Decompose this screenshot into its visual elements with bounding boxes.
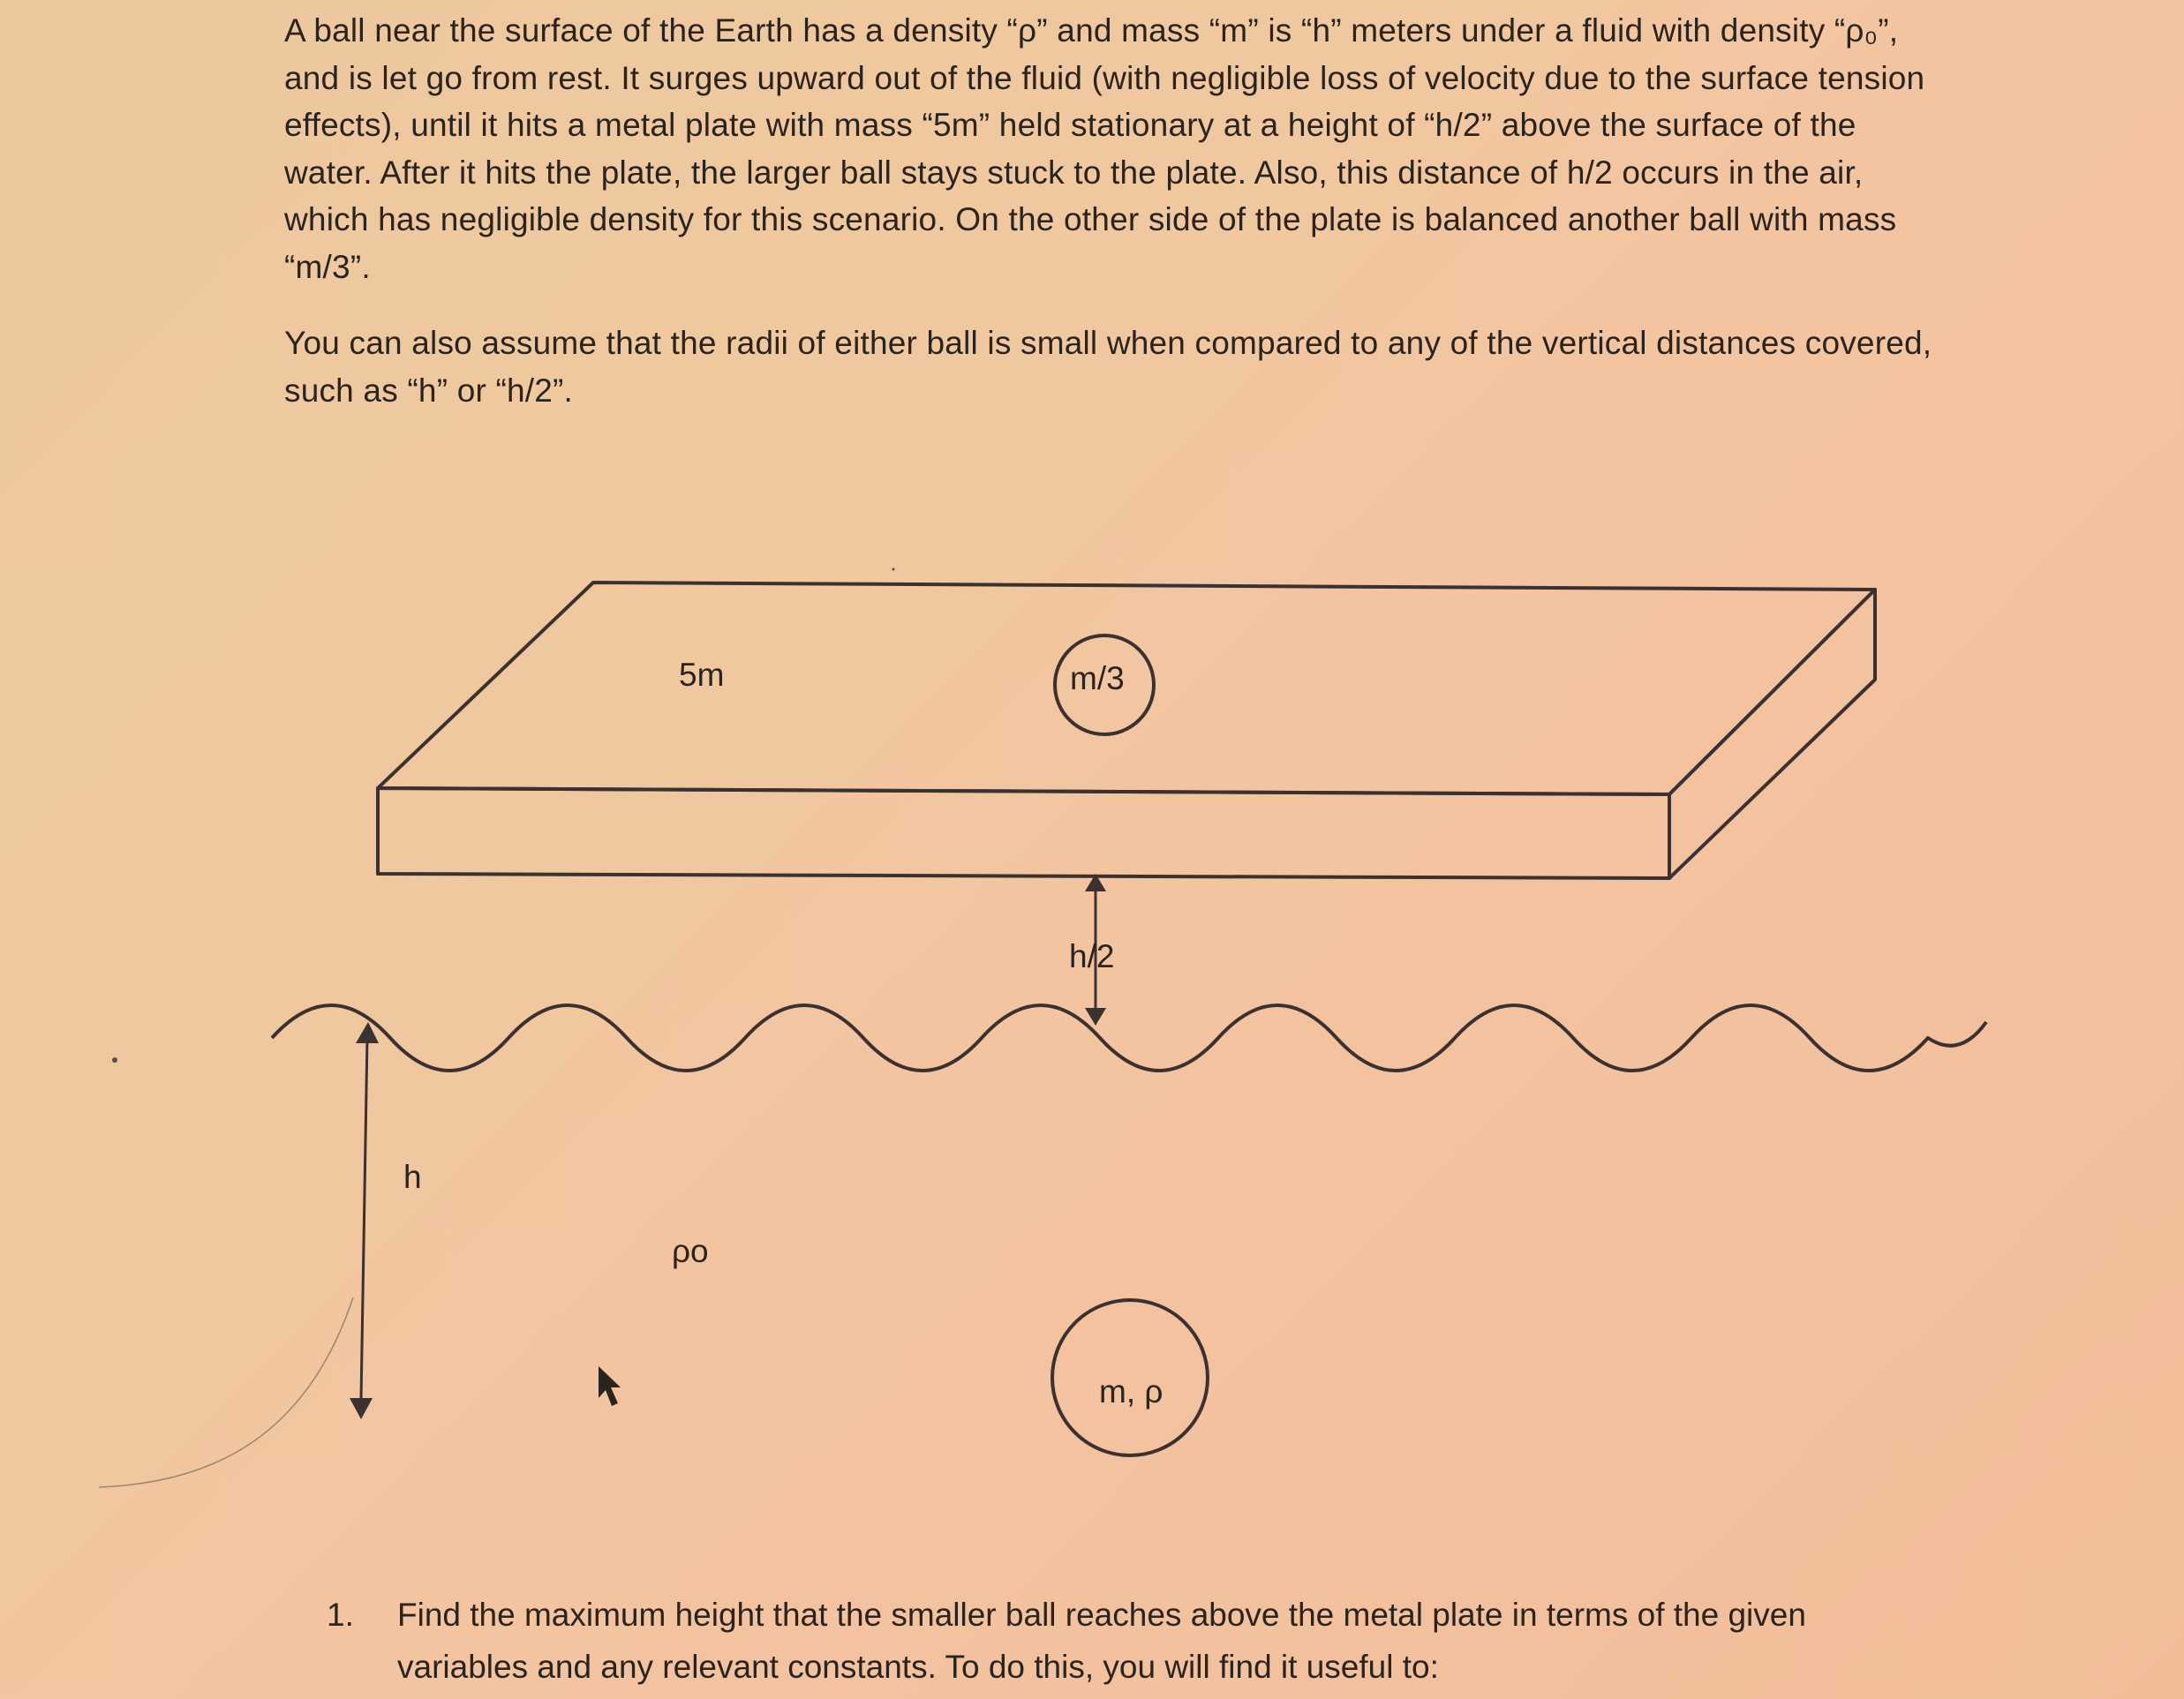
depth-label: h [403, 1159, 422, 1195]
plate-mass-label: 5m [679, 657, 725, 693]
mouse-cursor-icon [599, 1366, 621, 1406]
depth-arrow [350, 1022, 379, 1419]
metal-plate-top [378, 583, 1875, 794]
text-line: such as “h” or “h/2”. [284, 372, 574, 409]
text-line: and is let go from rest. It surges upward out of the fluid (with negligible loss of velocity due to the surface tension [284, 59, 1925, 96]
text-line: Find the maximum height that the smaller ball reaches above the metal plate in terms of the given [397, 1597, 1806, 1633]
fluid-density-label: ρo [672, 1233, 709, 1269]
speck-mark [892, 568, 895, 571]
text-line: variables and any relevant constants. To do this, you will find it useful to: [397, 1649, 1439, 1685]
text-line: You can also assume that the radii of either ball is small when compared to any of the vertical distances covered, [284, 325, 1932, 361]
small-ball-label: m/3 [1070, 660, 1125, 696]
question-text [397, 1589, 2004, 1693]
text-line: effects), until it hits a metal plate with mass “5m” held stationary at a height of “h/2” above the surface of the [284, 107, 1856, 143]
question-number: 1. [327, 1597, 354, 1633]
gap-height-label: h/2 [1069, 938, 1115, 974]
pencil-mark [99, 1297, 353, 1487]
metal-plate-front [378, 788, 1669, 878]
text-line: A ball near the surface of the Earth has a density “ρ” and mass “m” is “h” meters under a fluid with density “ρ₀”, [284, 12, 1899, 49]
arrow-head-down-icon [350, 1398, 373, 1419]
metal-plate-side [1669, 590, 1875, 878]
text-line: “m/3”. [284, 248, 371, 285]
arrow-head-down-icon [1085, 1008, 1106, 1026]
speck-mark [112, 1057, 117, 1063]
text-line: water. After it hits the plate, the larger ball stays stuck to the plate. Also, this distance of h/2 occurs in the air, [284, 154, 1864, 191]
text-line: which has negligible density for this scenario. On the other side of the plate is balanced another ball with mass [284, 201, 1897, 237]
large-ball-label: m, ρ [1099, 1373, 1164, 1410]
water-surface [272, 1005, 1986, 1071]
